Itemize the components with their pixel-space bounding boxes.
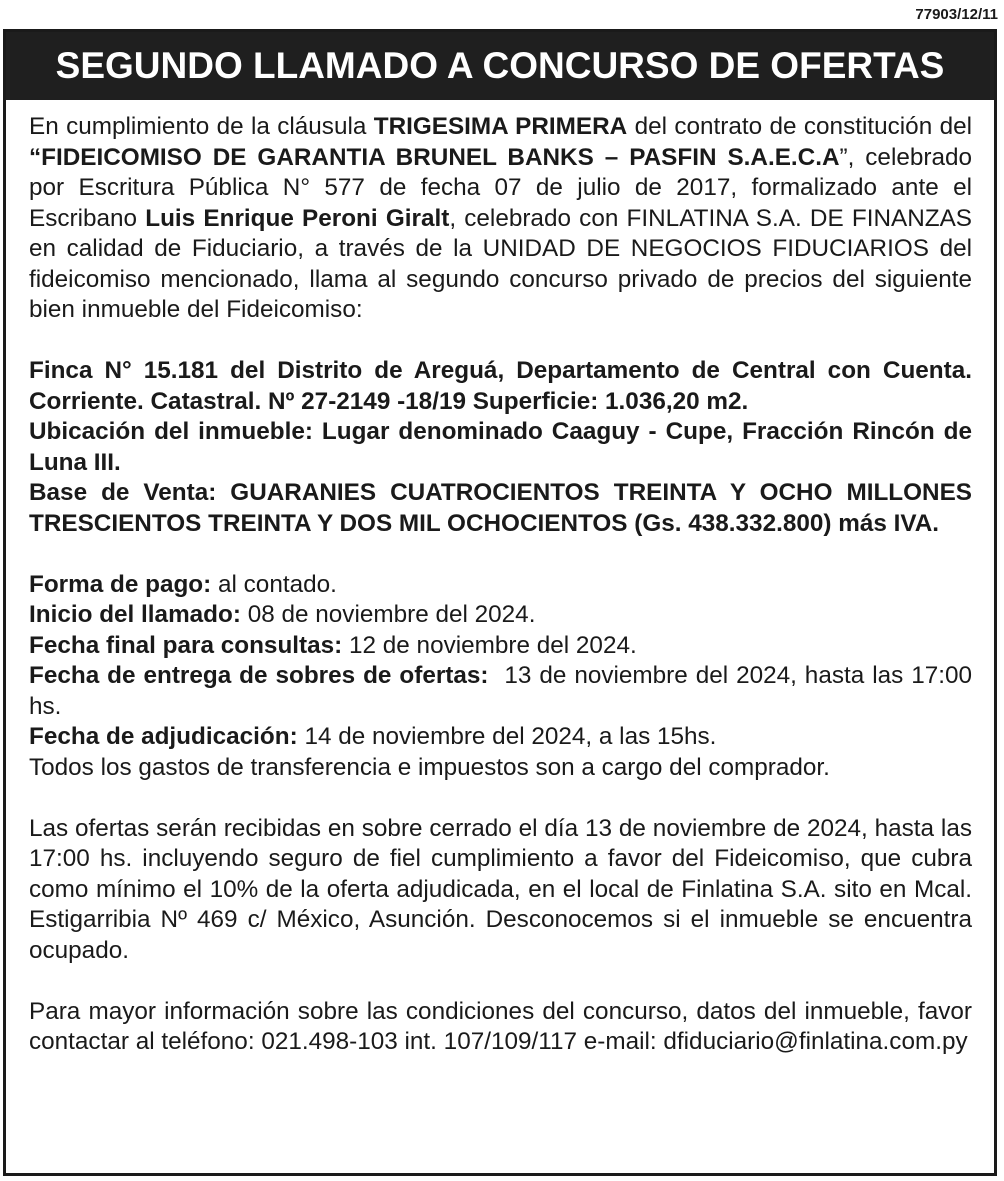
property-finca: Finca N° 15.181 del Distrito de Areguá, Departamento de Central con Cuenta. Corriente. Catastral. Nº 27-2149 -18/19 Superficie: 1.036,20 m2.	[29, 357, 972, 415]
offers-paragraph: Las ofertas serán recibidas en sobre cerrado el día 13 de noviembre de 2024, hasta las 17:00 hs. incluyendo seguro de fiel cumplimiento a favor del Fideicomiso, que cubra como mínimo el 10% de la oferta adjudicada, en el local de Finlatina S.A. sito en Mcal. Estigarribia Nº 469 c/ México, Asunción. Desconocemos si el inmueble se encuentra ocupado.	[29, 814, 972, 964]
property-base: Base de Venta: GUARANIES CUATROCIENTOS TREINTA Y OCHO MILLONES TRESCIENTOS TREINTA Y DOS MIL OCHOCIENTOS (Gs. 438.332.800) más IVA.	[29, 479, 972, 537]
term-adjudicacion: Fecha de adjudicación: 14 de noviembre del 2024, a las 15hs.	[29, 723, 717, 750]
term-inicio: Inicio del llamado: 08 de noviembre del 2024.	[29, 601, 536, 628]
intro-text-2: del contrato de constitución del	[627, 113, 972, 140]
intro-text-4: , celebrado con FINLATINA S.A. DE FINANZAS en calidad de Fiduciario, a través de la UNIDAD DE NEGOCIOS FIDUCIARIOS del fideicomiso mencionado, llama al segundo concurso privado de precios del siguiente bien inmueble del Fideicomiso:	[29, 204, 973, 323]
intro-paragraph	[29, 112, 972, 326]
intro-text-1: En cumplimiento de la cláusula	[29, 113, 374, 140]
property-ubicacion: Ubicación del inmueble: Lugar denominado Caaguy - Cupe, Fracción Rincón de Luna III.	[29, 418, 972, 476]
clause-name: TRIGESIMA PRIMERA	[373, 113, 628, 140]
notary-name: Luis Enrique Peroni Giralt	[145, 204, 450, 232]
reference-code: 77903/12/11	[915, 6, 998, 23]
contact-paragraph: Para mayor información sobre las condiciones del concurso, datos del inmueble, favor contactar al teléfono: 021.498-103 int. 107/109/117 e-mail: dfiduciario@finlatina.com.py	[29, 997, 972, 1055]
term-consultas: Fecha final para consultas: 12 de noviembre del 2024.	[29, 631, 637, 659]
notice-title: SEGUNDO LLAMADO A CONCURSO DE OFERTAS	[6, 32, 994, 100]
term-entrega: Fecha de entrega de sobres de ofertas: 13 de noviembre del 2024, hasta las 17:00 hs.	[29, 662, 979, 720]
term-gastos: Todos los gastos de transferencia e impuestos son a cargo del comprador.	[29, 753, 830, 781]
notice-frame	[3, 29, 997, 1176]
term-pago: Forma de pago: al contado.	[29, 570, 337, 598]
intro-text-3: ”, celebrado por Escritura Pública N° 577 de fecha 07 de julio de 2017, formalizado ante el Escribano	[29, 143, 972, 232]
trust-name: “FIDEICOMISO DE GARANTIA BRUNEL BANKS – PASFIN S.A.E.C.A	[29, 143, 840, 171]
notice-body	[6, 100, 994, 1058]
